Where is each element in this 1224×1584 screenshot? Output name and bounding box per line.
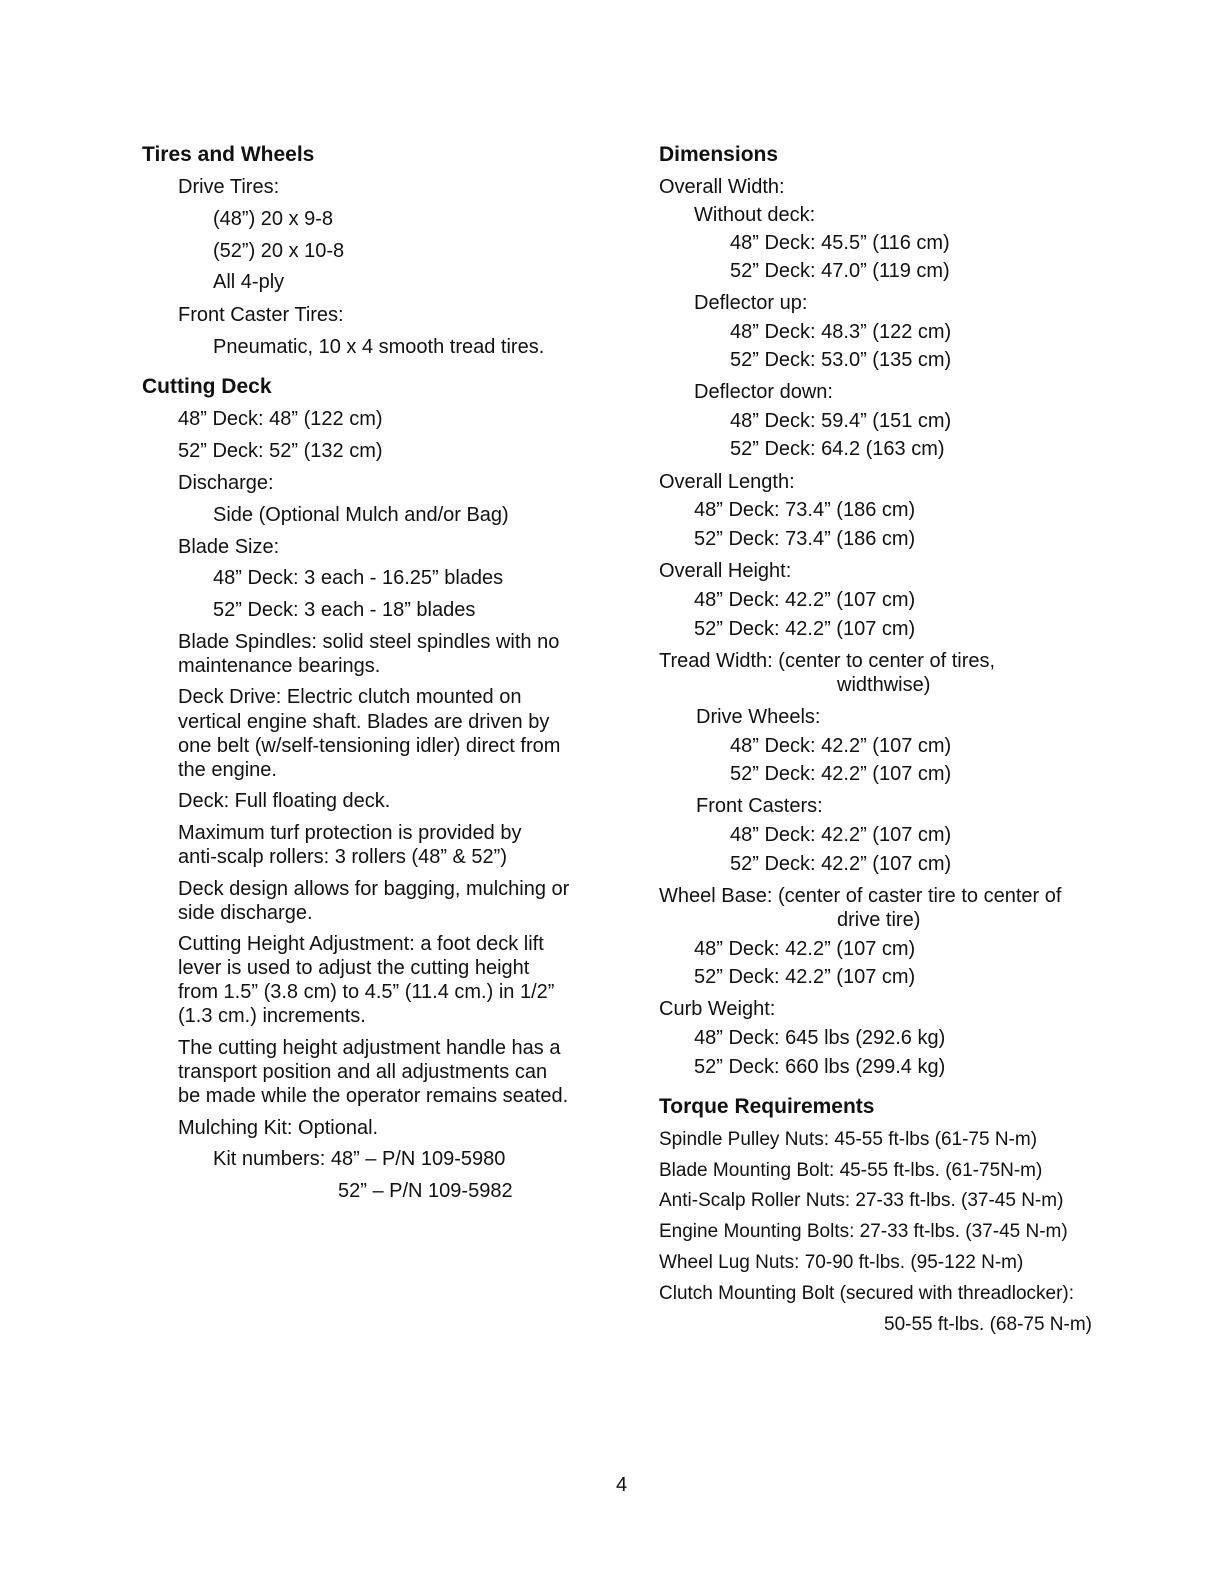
caster-tires-value: Pneumatic, 10 x 4 smooth tread tires. [213,336,545,358]
overall-height-label: Overall Height: [659,560,792,582]
deflector-up-48: 48” Deck: 48.3” (122 cm) [730,321,952,343]
curb-weight-52: 52” Deck: 660 lbs (299.4 kg) [694,1056,946,1078]
deflector-down-52: 52” Deck: 64.2 (163 cm) [730,438,945,460]
front-casters-48: 48” Deck: 42.2” (107 cm) [730,824,952,846]
without-deck-label: Without deck: [694,204,816,226]
blade-size-52: 52” Deck: 3 each - 18” blades [213,599,476,621]
overall-width-label: Overall Width: [659,176,785,198]
deck-design-line2: side discharge. [178,902,313,924]
blade-size-label: Blade Size: [178,536,280,558]
curb-weight-label: Curb Weight: [659,998,776,1020]
deck-size-52: 52” Deck: 52” (132 cm) [178,440,383,462]
curb-weight-48: 48” Deck: 645 lbs (292.6 kg) [694,1027,946,1049]
blade-size-48: 48” Deck: 3 each - 16.25” blades [213,567,504,589]
page-number: 4 [616,1474,628,1496]
turf-protection-line1: Maximum turf protection is provided by [178,822,522,844]
adjustment-handle-line2: transport position and all adjustments can [178,1061,548,1083]
front-casters-label: Front Casters: [696,795,823,817]
torque-blade-bolt: Blade Mounting Bolt: 45-55 ft-lbs. (61-75N-m) [659,1160,1043,1181]
discharge-value: Side (Optional Mulch and/or Bag) [213,504,509,526]
adjustment-handle-line1: The cutting height adjustment handle has a [178,1037,561,1059]
wheel-base-52: 52” Deck: 42.2” (107 cm) [694,966,916,988]
overall-length-52: 52” Deck: 73.4” (186 cm) [694,528,916,550]
deck-drive-line3: one belt (w/self-tensioning idler) direct from [178,735,561,757]
wheel-base-line1: Wheel Base: (center of caster tire to center of [659,885,1062,907]
cutting-height-line1: Cutting Height Adjustment: a foot deck lift [178,933,544,955]
torque-clutch-line2: 50-55 ft-lbs. (68-75 N-m) [884,1314,1093,1335]
torque-spindle-pulley: Spindle Pulley Nuts: 45-55 ft-lbs (61-75 N-m) [659,1129,1038,1150]
deck-design-line1: Deck design allows for bagging, mulching or [178,878,570,900]
deck-size-48: 48” Deck: 48” (122 cm) [178,408,383,430]
torque-engine-bolts: Engine Mounting Bolts: 27-33 ft-lbs. (37-45 N-m) [659,1221,1068,1242]
overall-height-48: 48” Deck: 42.2” (107 cm) [694,589,916,611]
cutting-height-line2: lever is used to adjust the cutting height [178,957,530,979]
overall-length-label: Overall Length: [659,471,795,493]
discharge-label: Discharge: [178,472,274,494]
caster-tires-label: Front Caster Tires: [178,304,344,326]
cutting-deck-heading: Cutting Deck [142,375,272,398]
kit-number-52: 52” – P/N 109-5982 [338,1180,513,1202]
cutting-height-line3: from 1.5” (3.8 cm) to 4.5” (11.4 cm.) in 1/2” [178,981,555,1003]
tires-heading: Tires and Wheels [142,143,315,166]
drive-wheels-48: 48” Deck: 42.2” (107 cm) [730,735,952,757]
deck-drive-line1: Deck Drive: Electric clutch mounted on [178,686,522,708]
without-deck-52: 52” Deck: 47.0” (119 cm) [730,260,950,282]
torque-roller-nuts: Anti-Scalp Roller Nuts: 27-33 ft-lbs. (37-45 N-m) [659,1190,1064,1211]
deflector-up-label: Deflector up: [694,292,808,314]
blade-spindles-line2: maintenance bearings. [178,655,381,677]
drive-tires-48: (48”) 20 x 9-8 [213,208,334,230]
torque-lug-nuts: Wheel Lug Nuts: 70-90 ft-lbs. (95-122 N-m) [659,1252,1024,1273]
drive-wheels-label: Drive Wheels: [696,706,821,728]
tread-width-line1: Tread Width: (center to center of tires, [659,650,996,672]
torque-heading: Torque Requirements [659,1095,875,1118]
drive-tires-ply: All 4-ply [213,271,285,293]
dimensions-heading: Dimensions [659,143,779,166]
kit-number-48: Kit numbers: 48” – P/N 109-5980 [213,1148,506,1170]
wheel-base-48: 48” Deck: 42.2” (107 cm) [694,938,916,960]
drive-wheels-52: 52” Deck: 42.2” (107 cm) [730,763,952,785]
mulching-kit: Mulching Kit: Optional. [178,1117,379,1139]
deck-drive-line4: the engine. [178,759,277,781]
overall-length-48: 48” Deck: 73.4” (186 cm) [694,499,916,521]
deck-drive-line2: vertical engine shaft. Blades are driven by [178,711,550,733]
adjustment-handle-line3: be made while the operator remains seated. [178,1085,569,1107]
without-deck-48: 48” Deck: 45.5” (116 cm) [730,232,950,254]
drive-tires-52: (52”) 20 x 10-8 [213,240,345,262]
turf-protection-line2: anti-scalp rollers: 3 rollers (48” & 52”) [178,846,507,868]
tread-width-line2: widthwise) [837,674,931,696]
torque-clutch-line1: Clutch Mounting Bolt (secured with threadlocker): [659,1283,1075,1304]
overall-height-52: 52” Deck: 42.2” (107 cm) [694,618,916,640]
blade-spindles-line1: Blade Spindles: solid steel spindles with no [178,631,560,653]
wheel-base-line2: drive tire) [837,909,921,931]
cutting-height-line4: (1.3 cm.) increments. [178,1005,366,1027]
front-casters-52: 52” Deck: 42.2” (107 cm) [730,853,952,875]
deflector-down-48: 48” Deck: 59.4” (151 cm) [730,410,952,432]
deflector-up-52: 52” Deck: 53.0” (135 cm) [730,349,952,371]
deck-floating: Deck: Full floating deck. [178,790,391,812]
deflector-down-label: Deflector down: [694,381,833,403]
drive-tires-label: Drive Tires: [178,176,280,198]
